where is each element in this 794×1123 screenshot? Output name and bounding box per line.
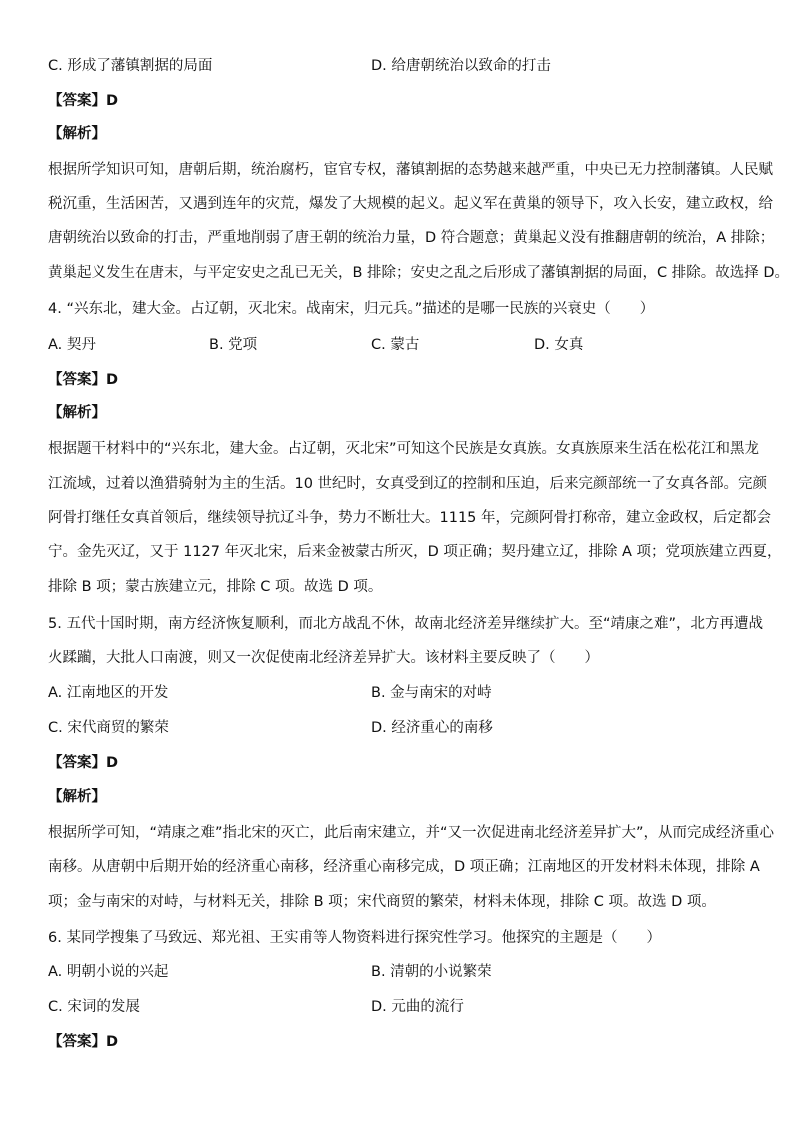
q5-option-b: B. 金与南宋的对峙 xyxy=(371,685,492,701)
q5-question-line: 5. 五代十国时期，南方经济恢复顺利，而北方战乱不休，故南北经济差异继续扩大。至“靖康之难”，北方再遭战 xyxy=(48,616,763,632)
q3-analysis-line: 税沉重，生活困苦，又遇到连年的灾荒，爆发了大规模的起义。起义军在黄巢的领导下，攻入长安，建立政权，给 xyxy=(48,196,773,212)
q6-option-a: A. 明朝小说的兴起 xyxy=(48,964,169,980)
q4-analysis-line: 江流域，过着以渔猎骑射为主的生活。10 世纪时，女真受到辽的控制和压迫，后来完颜部统一了女真各部。完颜 xyxy=(48,476,768,492)
q5-analysis-line: 南移。从唐朝中后期开始的经济重心南移，经济重心南移完成，D 项正确；江南地区的开发材料未体现，排除 A xyxy=(48,859,760,875)
q4-analysis-line: 排除 B 项；蒙古族建立元，排除 C 项。故选 D 项。 xyxy=(48,579,383,595)
q5-answer: 【答案】D xyxy=(48,755,119,771)
q5-option-c: C. 宋代商贸的繁荣 xyxy=(48,720,169,736)
q3-analysis-line: 黄巢起义发生在唐末，与平定安史之乱已无关，B 排除；安史之乱之后形成了藩镇割据的局面，C 排除。故选择 D。 xyxy=(48,265,790,281)
q3-option-d: D. 给唐朝统治以致命的打击 xyxy=(371,58,551,74)
q4-answer: 【答案】D xyxy=(48,372,119,388)
q6-question: 6. 某同学搜集了马致远、郑光祖、王实甫等人物资料进行探究性学习。他探究的主题是（ ） xyxy=(48,930,661,946)
q4-question: 4. “兴东北，建大金。占辽朝，灭北宋。战南宋，归元兵。”描述的是哪一民族的兴衰史（ ） xyxy=(48,301,655,317)
q5-option-d: D. 经济重心的南移 xyxy=(371,720,493,736)
q4-analysis-line: 宁。金先灭辽，又于 1127 年灭北宋，后来金被蒙古所灭，D 项正确；契丹建立辽，排除 A 项；党项族建立西夏， xyxy=(48,544,782,560)
q6-answer: 【答案】D xyxy=(48,1034,119,1050)
q5-analysis-label: 【解析】 xyxy=(48,789,106,805)
q4-analysis-line: 根据题干材料中的“兴东北，建大金。占辽朝，灭北宋”可知这个民族是女真族。女真族原来生活在松花江和黑龙 xyxy=(48,441,760,457)
q3-analysis-line: 根据所学知识可知，唐朝后期，统治腐朽，宦官专权，藩镇割据的态势越来越严重，中央已无力控制藩镇。人民赋 xyxy=(48,162,773,178)
q5-question-line: 火蹂躏，大批人口南渡，则又一次促使南北经济差异扩大。该材料主要反映了（ ） xyxy=(48,650,599,666)
q5-option-a: A. 江南地区的开发 xyxy=(48,685,169,701)
q3-analysis-line: 唐朝统治以致命的打击，严重地削弱了唐王朝的统治力量，D 符合题意；黄巢起义没有推翻唐朝的统治，A 排除； xyxy=(48,230,775,246)
q4-option-c: C. 蒙古 xyxy=(371,337,420,353)
q4-option-d: D. 女真 xyxy=(534,337,584,353)
q6-option-b: B. 清朝的小说繁荣 xyxy=(371,964,492,980)
q6-option-c: C. 宋词的发展 xyxy=(48,999,140,1015)
q3-option-c: C. 形成了藩镇割据的局面 xyxy=(48,58,213,74)
q4-analysis-line: 阿骨打继任女真首领后，继续领导抗辽斗争，势力不断壮大。1115 年，完颜阿骨打称帝，建立金政权，后定都会 xyxy=(48,510,772,526)
q4-analysis-label: 【解析】 xyxy=(48,405,106,421)
q6-option-d: D. 元曲的流行 xyxy=(371,999,464,1015)
q3-analysis-label: 【解析】 xyxy=(48,126,106,142)
q4-option-a: A. 契丹 xyxy=(48,337,96,353)
q4-option-b: B. 党项 xyxy=(209,337,258,353)
q5-analysis-line: 根据所学可知，“靖康之难”指北宋的灭亡，此后南宋建立，并“又一次促进南北经济差异扩大”，从而完成经济重心 xyxy=(48,825,775,841)
q5-analysis-line: 项；金与南宋的对峙，与材料无关，排除 B 项；宋代商贸的繁荣，材料未体现，排除 C 项。故选 D 项。 xyxy=(48,894,716,910)
q3-answer: 【答案】D xyxy=(48,93,119,109)
